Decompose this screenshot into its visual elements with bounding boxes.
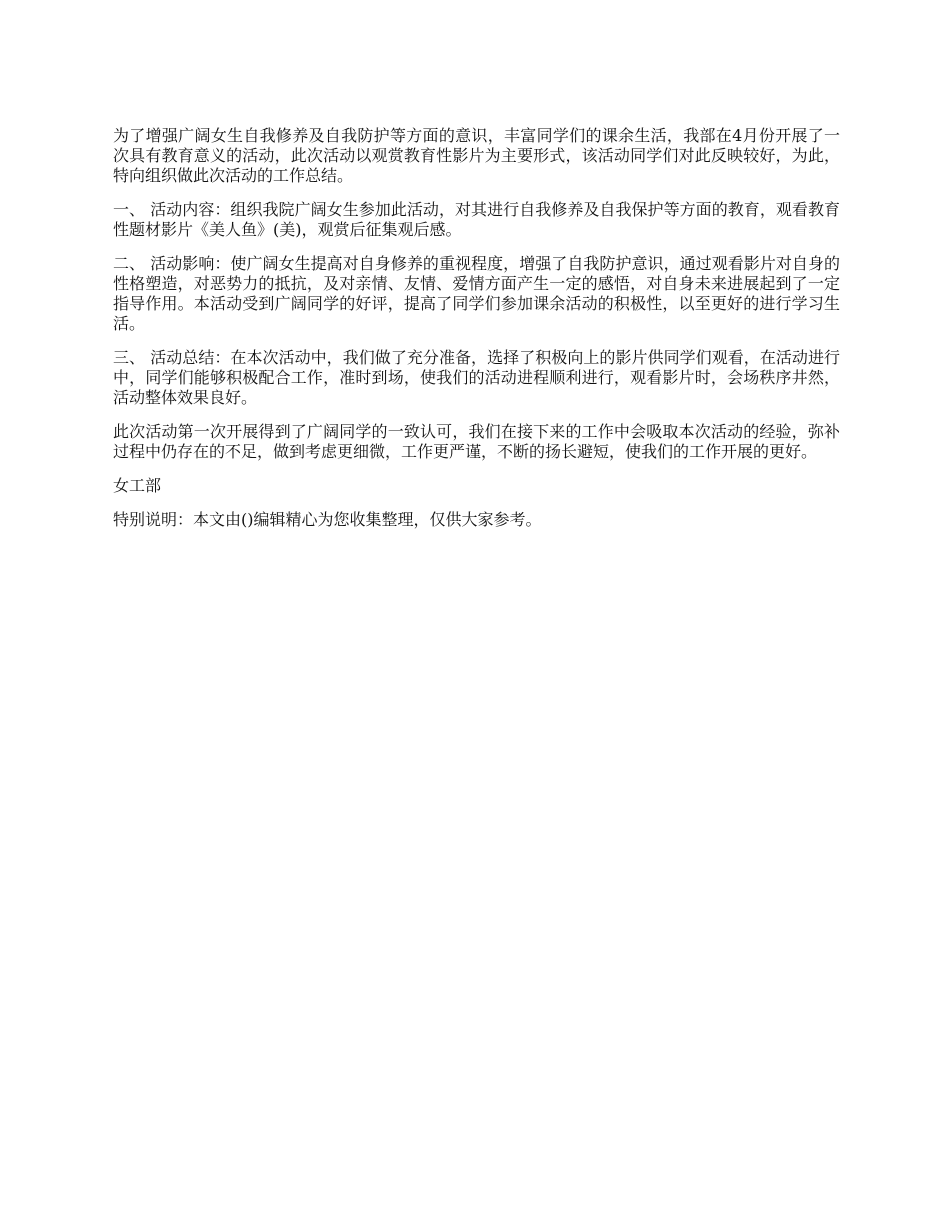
activity-summary-paragraph: 三、 活动总结：在本次活动中，我们做了充分准备，选择了积极向上的影片供同学们观看，在活动进行中，同学们能够积极配合工作，准时到场，使我们的活动进程顺利进行，观看影片时，会场秩序井然，活动整体效果良好。 <box>113 348 840 407</box>
activity-content-paragraph: 一、 活动内容：组织我院广阔女生参加此活动，对其进行自我修养及自我保护等方面的教育，观看教育性题材影片《美人鱼》(美)，观赏后征集观后感。 <box>113 200 840 239</box>
activity-impact-paragraph: 二、 活动影响：使广阔女生提高对自身修养的重视程度，增强了自我防护意识，通过观看影片对自身的性格塑造，对恶势力的抵抗，及对亲情、友情、爱情方面产生一定的感悟，对自身未来进展起到了一定指导作用。本活动受到广阔同学的好评，提高了同学们参加课余活动的积极性，以至更好的进行学习生活。 <box>113 254 840 333</box>
special-note: 特别说明：本文由()编辑精心为您收集整理，仅供大家参考。 <box>113 510 542 529</box>
signature: 女工部 <box>113 476 162 495</box>
intro-paragraph: 为了增强广阔女生自我修养及自我防护等方面的意识，丰富同学们的课余生活，我部在4月份开展了一次具有教育意义的活动，此次活动以观赏教育性影片为主要形式，该活动同学们对此反映较好，为此，特向组织做此次活动的工作总结。 <box>113 126 840 185</box>
document-body <box>113 126 840 530</box>
closing-paragraph: 此次活动第一次开展得到了广阔同学的一致认可，我们在接下来的工作中会吸取本次活动的经验，弥补过程中仍存在的不足，做到考虑更细微，工作更严谨，不断的扬长避短，使我们的工作开展的更好。 <box>113 422 840 461</box>
